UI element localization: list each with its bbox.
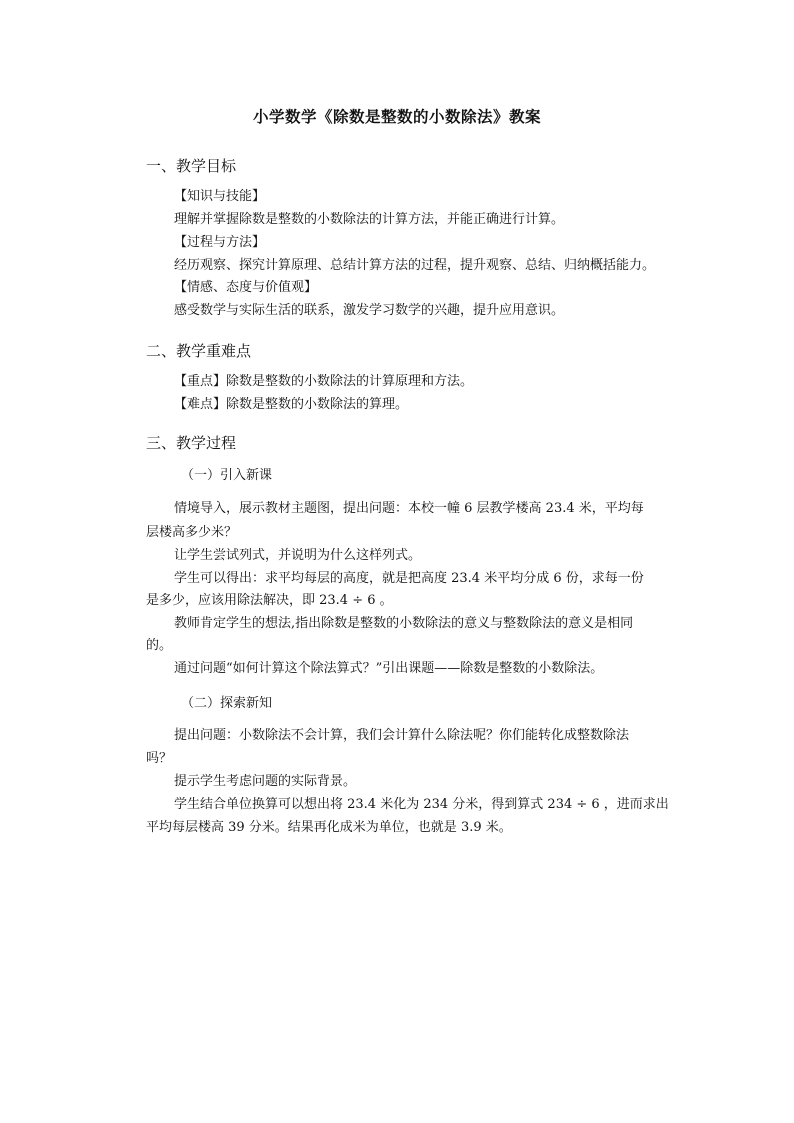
subheading-intro: （一）引入新课 xyxy=(181,468,273,483)
paragraph-line: 通过问题“如何计算这个除法算式？”引出课题——除数是整数的小数除法。 xyxy=(174,661,604,676)
knowledge-text: 理解并掌握除数是整数的小数除法的计算方法，并能正确进行计算。 xyxy=(174,212,565,227)
paragraph-line: 是多少，应该用除法解决，即 23.4 ÷ 6 。 xyxy=(146,593,393,608)
process-label: 【过程与方法】 xyxy=(174,235,266,250)
emotion-label: 【情感、态度与价值观】 xyxy=(174,280,318,295)
paragraph-line: 情境导入，展示教材主题图，提出问题：本校一幢 6 层教学楼高 23.4 米，平均每 xyxy=(174,501,644,516)
paragraph-line: 层楼高多少米？ xyxy=(146,525,238,540)
process-text: 经历观察、探究计算原理、总结计算方法的过程，提升观察、总结、归纳概括能力。 xyxy=(174,258,656,273)
section-heading-goals: 一、教学目标 xyxy=(146,157,237,175)
paragraph-line: 平均每层楼高 39 分米。结果再化成米为单位，也就是 3.9 米。 xyxy=(146,820,512,835)
paragraph-line: 学生结合单位换算可以想出将 23.4 米化为 234 分米，得到算式 234 ÷ 6 ，进而求出 xyxy=(174,797,669,812)
paragraph-line: 让学生尝试列式，并说明为什么这样列式。 xyxy=(174,548,422,563)
difficult-point-text: 【难点】除数是整数的小数除法的算理。 xyxy=(174,397,409,412)
paragraph-line: 提出问题：小数除法不会计算，我们会计算什么除法呢？你们能转化成整数除法 xyxy=(174,728,630,743)
paragraph-line: 的。 xyxy=(146,638,173,653)
document-title: 小学数学《除数是整数的小数除法》教案 xyxy=(252,107,541,126)
paragraph-line: 学生可以得出：求平均每层的高度，就是把高度 23.4 米平均分成 6 份，求每一份 xyxy=(174,571,644,586)
knowledge-label: 【知识与技能】 xyxy=(174,189,266,204)
section-heading-key-points: 二、教学重难点 xyxy=(146,342,252,360)
paragraph-line: 提示学生考虑问题的实际背景。 xyxy=(174,774,357,789)
emotion-text: 感受数学与实际生活的联系，激发学习数学的兴趣，提升应用意识。 xyxy=(174,303,565,318)
paragraph-line: 教师肯定学生的想法,指出除数是整数的小数除法的意义与整数除法的意义是相同 xyxy=(174,616,634,631)
section-heading-process: 三、教学过程 xyxy=(146,434,237,452)
key-point-text: 【重点】除数是整数的小数除法的计算原理和方法。 xyxy=(174,374,474,389)
paragraph-line: 吗？ xyxy=(146,751,173,766)
subheading-explore: （二）探索新知 xyxy=(181,696,273,711)
